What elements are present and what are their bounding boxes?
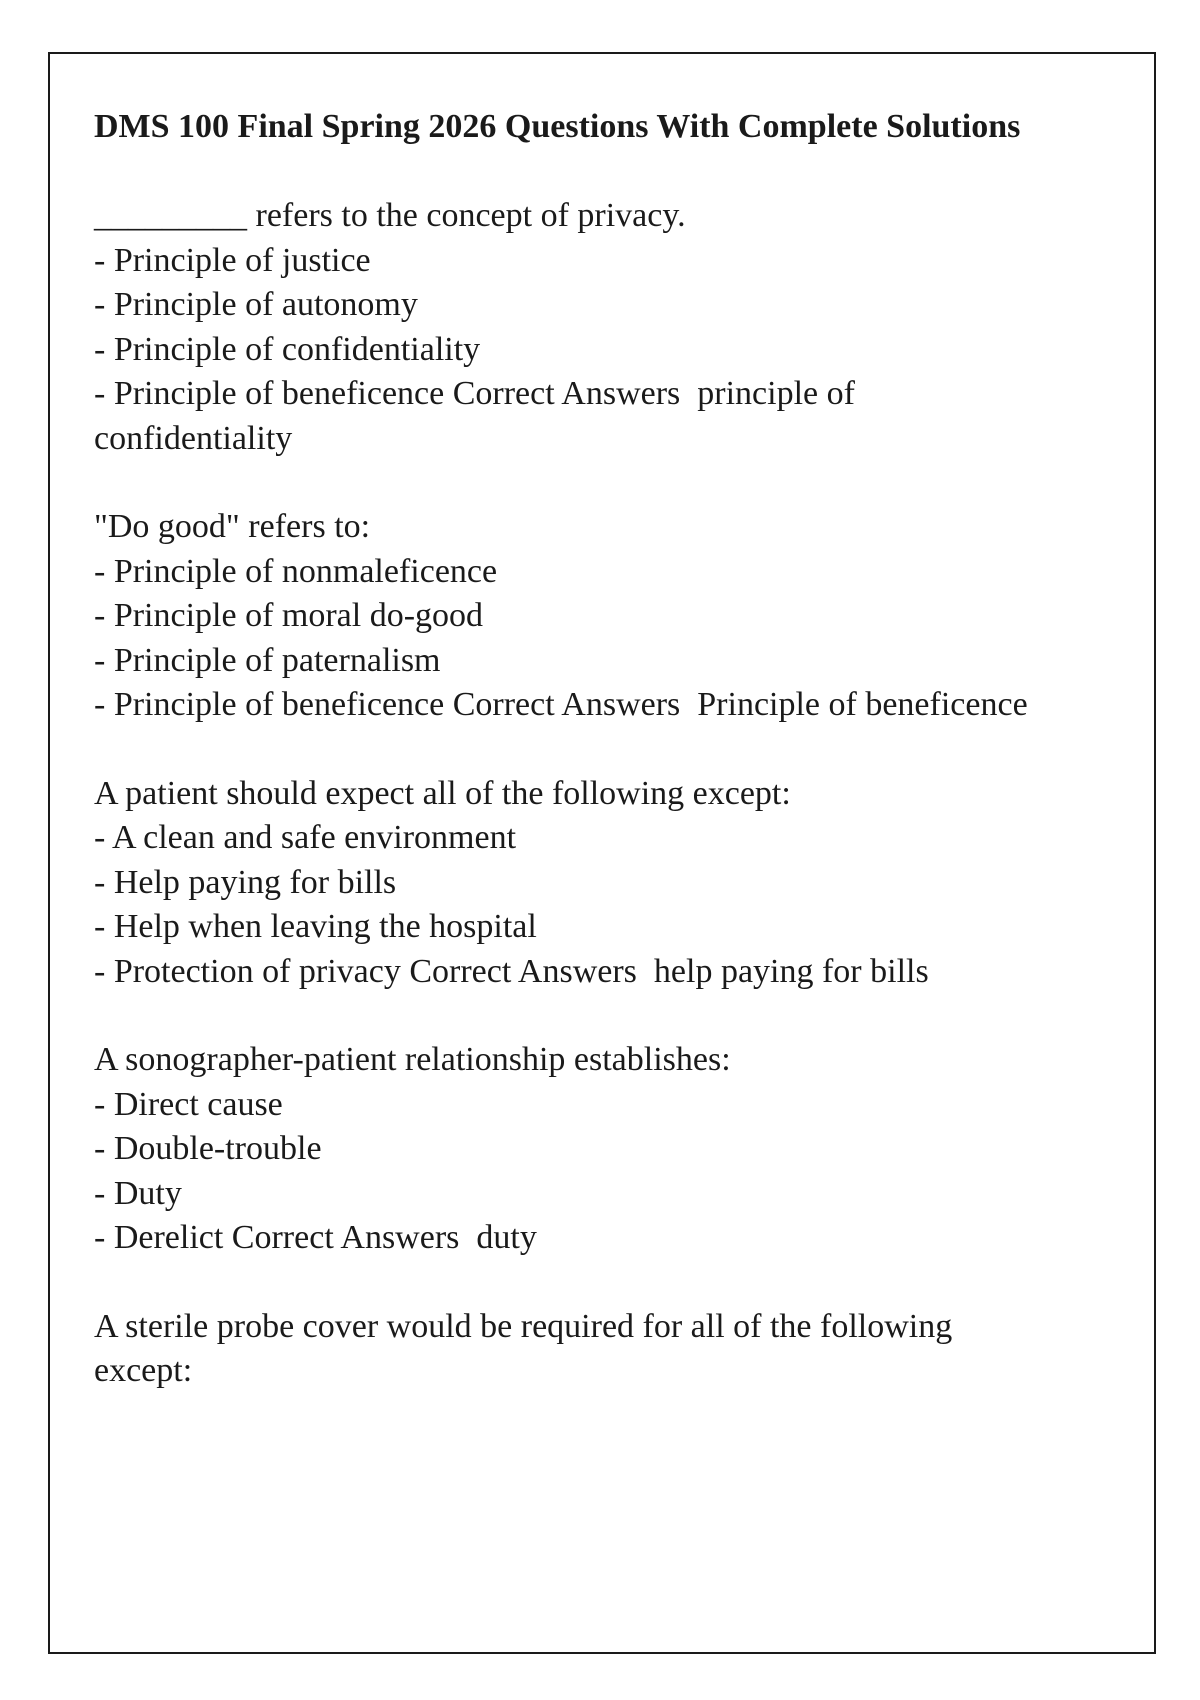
question-3-option-a: - A clean and safe environment <box>94 819 517 856</box>
question-1-text: _________ refers to the concept of privacy. <box>94 197 686 234</box>
question-4-option-c: - Duty <box>94 1174 182 1212</box>
question-2-option-c: - Principle of paternalism <box>94 641 441 679</box>
question-2-option-b: - Principle of moral do-good <box>94 597 484 634</box>
question-4-option-a: - Direct cause <box>94 1085 283 1123</box>
question-2-option-a: - Principle of nonmaleficence <box>94 552 498 590</box>
question-block-5 <box>94 1305 1054 1394</box>
question-block-2 <box>94 505 1054 728</box>
question-4-option-b: - Double-trouble <box>94 1130 322 1167</box>
document-title: DMS 100 Final Spring 2026 Questions With Complete Solutions <box>94 108 1021 145</box>
question-4-text: A sonographer-patient relationship establishes: <box>94 1041 731 1078</box>
question-block-1 <box>94 194 1054 461</box>
question-1-option-a: - Principle of justice <box>94 241 371 279</box>
question-1-option-c: - Principle of confidentiality <box>94 330 481 368</box>
question-3-option-b: - Help paying for bills <box>94 863 397 901</box>
document-content <box>94 104 1054 1438</box>
question-block-3 <box>94 772 1054 995</box>
question-4-option-d-with-answer: - Derelict Correct Answers duty <box>94 1219 537 1256</box>
question-2-text: "Do good" refers to: <box>94 508 371 545</box>
question-2-option-d-with-answer: - Principle of beneficence Correct Answers Principle of beneficence <box>94 686 1028 723</box>
question-3-text: A patient should expect all of the following except: <box>94 774 791 812</box>
question-block-4 <box>94 1038 1054 1261</box>
question-1-option-d-with-answer: - Principle of beneficence Correct Answers principle of confidentiality <box>94 375 864 457</box>
question-1-option-b: - Principle of autonomy <box>94 286 418 323</box>
question-5-text: A sterile probe cover would be required for all of the following except: <box>94 1307 961 1389</box>
question-3-option-d-with-answer: - Protection of privacy Correct Answers help paying for bills <box>94 952 929 990</box>
question-3-option-c: - Help when leaving the hospital <box>94 908 537 945</box>
